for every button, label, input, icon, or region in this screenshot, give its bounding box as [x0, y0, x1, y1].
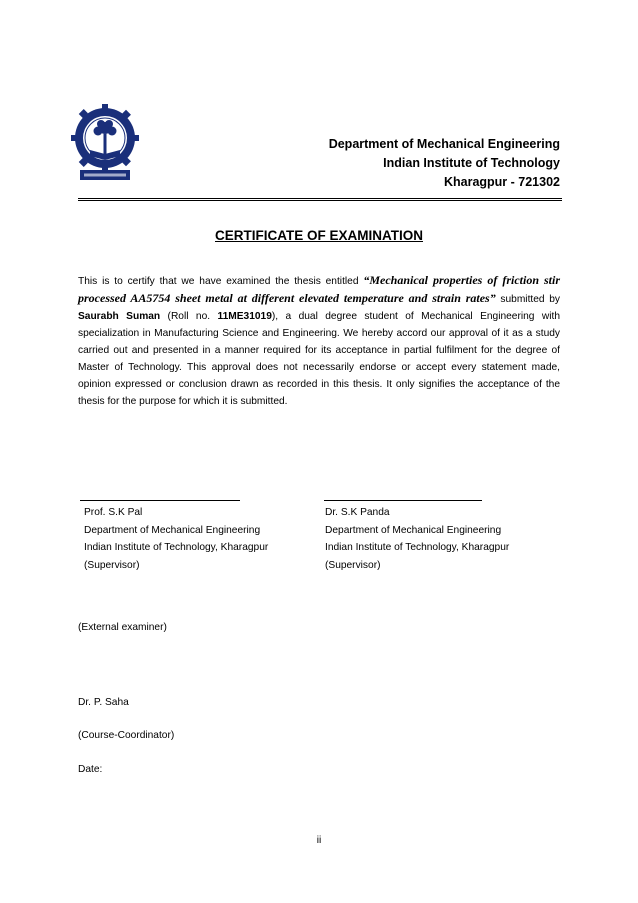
external-examiner-label: (External examiner) [78, 622, 167, 633]
institute-name: Indian Institute of Technology [383, 156, 560, 170]
roll-number: 11ME31019 [217, 311, 272, 322]
signatory-role: (Supervisor) [84, 559, 140, 571]
department-address [329, 135, 560, 192]
date-label: Date: [78, 764, 103, 775]
body-roll-label: (Roll no. [160, 311, 218, 322]
page-title: CERTIFICATE OF EXAMINATION [215, 228, 423, 243]
signatory-department: Department of Mechanical Engineering [84, 524, 261, 536]
header-divider [78, 198, 562, 201]
coordinator-role: (Course-Coordinator) [78, 730, 175, 741]
body-intro: This is to certify that we have examined the thesis entitled [78, 276, 364, 287]
student-name: Saurabh Suman [78, 311, 161, 322]
iit-kharagpur-emblem-icon [70, 98, 140, 194]
signatory-name: Dr. S.K Panda [325, 507, 390, 518]
signature-line [80, 500, 240, 501]
page-number: ii [316, 835, 322, 846]
body-rest: ), a dual degree student of Mechanical Engineering with specialization in Manufacturing Science and Engineering. We hereby accord our approval of it as a study carried out and presented in a manner required for its acceptance in partial fulfilment for the degree of Master of Technology. This approval does not necessarily endorse or accept every statement made, opinion expressed or conclusion drawn as recorded in this thesis. It only signifies the acceptance of the thesis for the purpose for which it is submitted. [78, 311, 560, 407]
signature-line [324, 500, 482, 501]
signatory-institute: Indian Institute of Technology, Kharagpur [84, 542, 269, 553]
signature-block-supervisor-2 [324, 500, 564, 574]
institute-location: Kharagpur - 721302 [443, 175, 560, 189]
signatory-institute: Indian Institute of Technology, Kharagpur [325, 542, 510, 553]
thesis-title: “Mechanical properties of friction stir processed AA5754 sheet metal at different elevated temperature and strain rates” [78, 273, 560, 305]
signatory-department: Department of Mechanical Engineering [325, 524, 502, 536]
department-name: Department of Mechanical Engineering [328, 137, 560, 151]
signatory-name: Prof. S.K Pal [84, 507, 143, 518]
body-submitted: submitted by [495, 294, 560, 305]
signature-block-supervisor-1 [80, 500, 290, 574]
coordinator-name: Dr. P. Saha [78, 697, 129, 708]
certificate-body [78, 272, 560, 410]
signatory-role: (Supervisor) [325, 559, 381, 571]
